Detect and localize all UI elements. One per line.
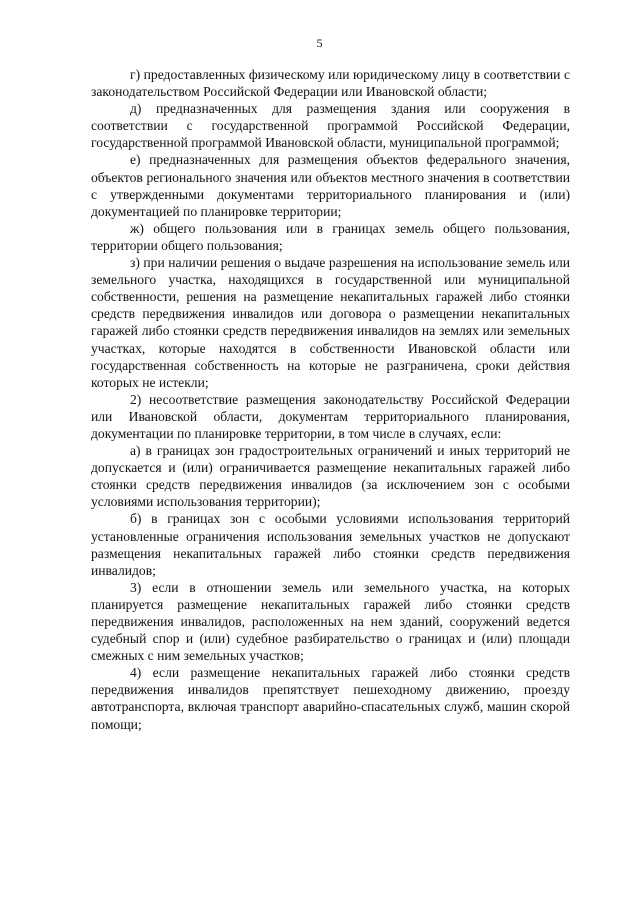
paragraph-a: а) в границах зон градостроительных ограничений и иных территорий не допускается и (или) ограничивается размещение некапитальных гаражей либо стоянки средств передвижения инвалидов (за исключением зон с особыми условиями использования территории); bbox=[91, 443, 570, 510]
paragraph-z: з) при наличии решения о выдаче разрешения на использование земель или земельного участка, находящихся в государственной или муниципальной собственности, решения на размещение некапитальных гаражей либо стоянки средств передвижения инвалидов или договора о размещении некапитальных гаражей либо стоянки средств передвижения инвалидов на землях или земельных участках, которые находятся в собственности Ивановской области или государственная собственность на которые не разграничена, сроки действия которых не истекли; bbox=[91, 255, 570, 390]
paragraph-d: д) предназначенных для размещения здания или сооружения в соответствии с государственной программой Российской Федерации, государственной программой Ивановской области, муниципальной программой; bbox=[91, 101, 570, 151]
paragraph-2: 2) несоответствие размещения законодательству Российской Федерации или Ивановской области, документам территориального планирования, документации по планировке территории, в том числе в случаях, если: bbox=[91, 391, 570, 441]
paragraph-e: е) предназначенных для размещения объектов федерального значения, объектов регионального значения или объектов местного значения в соответствии с утвержденными документами территориального планирования и (или) документацией по планировке территории; bbox=[91, 152, 570, 219]
document-body bbox=[91, 66, 570, 733]
page-number: 5 bbox=[316, 36, 323, 50]
paragraph-zh: ж) общего пользования или в границах земель общего пользования, территории общего пользования; bbox=[91, 220, 570, 253]
paragraph-b: б) в границах зон с особыми условиями использования территорий установленные ограничения использования земельных участков не допускают размещения некапитальных гаражей либо стоянки средств передвижения инвалидов; bbox=[91, 511, 570, 578]
paragraph-3: 3) если в отношении земель или земельного участка, на которых планируется размещение некапитальных гаражей либо стоянки средств передвижения инвалидов, расположенных на нем зданий, сооружений ведется судебный спор и (или) судебное разбирательство о границах и (или) площади смежных с ним земельных участков; bbox=[91, 579, 570, 664]
paragraph-g: г) предоставленных физическому или юридическому лицу в соответствии с законодательством Российской Федерации или Ивановской области; bbox=[91, 67, 570, 100]
paragraph-4: 4) если размещение некапитальных гаражей либо стоянки средств передвижения инвалидов препятствует пешеходному движению, проезду автотранспорта, включая транспорт аварийно-спасательных служб, машин скорой помощи; bbox=[91, 665, 570, 732]
